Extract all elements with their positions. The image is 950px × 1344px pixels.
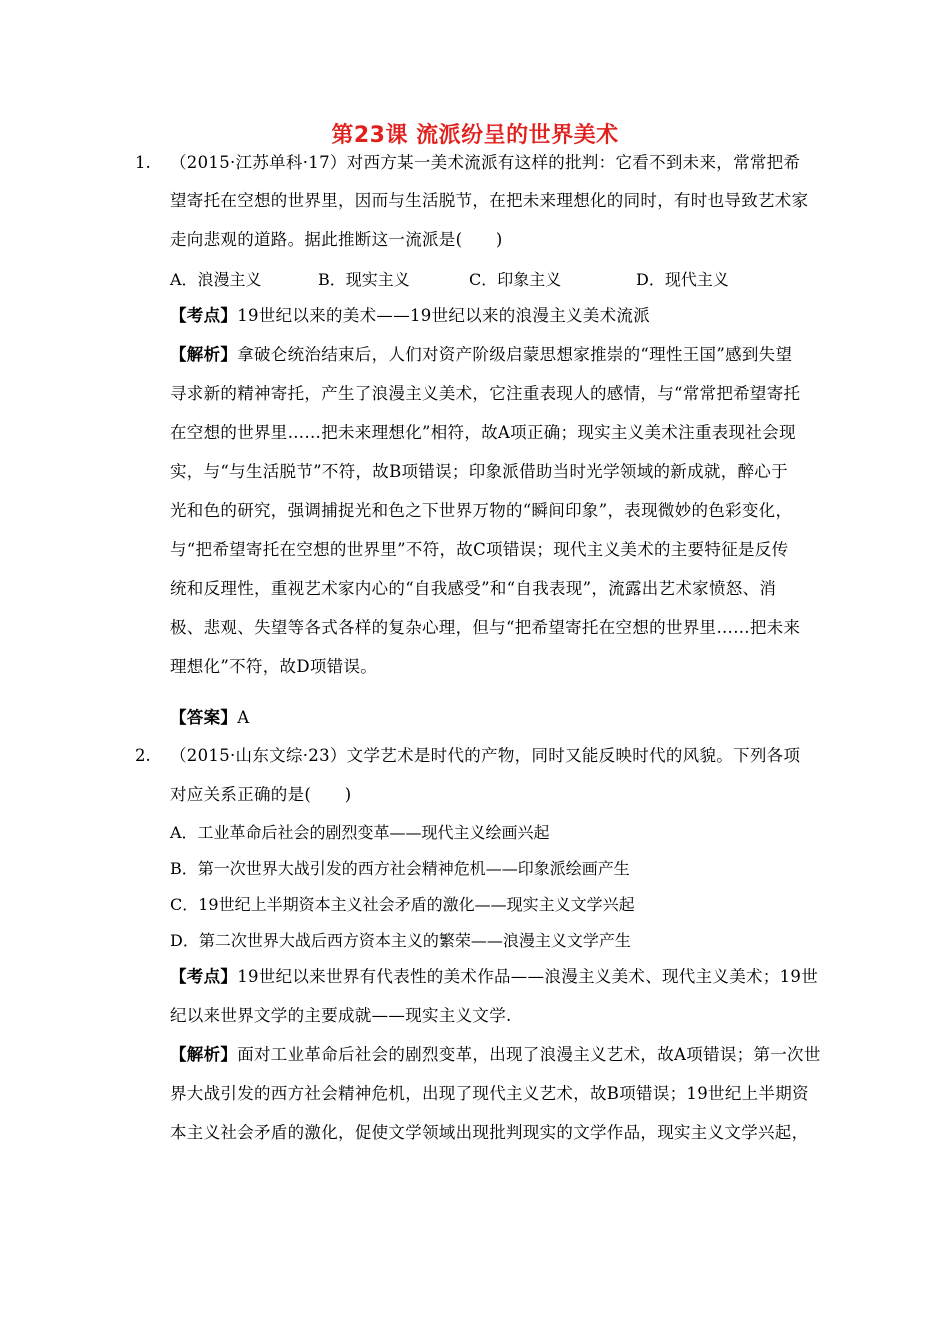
question-1-jiexi-line: 寻求新的精神寄托，产生了浪漫主义美术，它注重表现人的感情，与“常常把希望寄托 <box>170 384 801 403</box>
question-2-stem-line: （2015·山东文综·23）文学艺术是时代的产物，同时又能反映时代的风貌。下列各项 <box>170 746 801 765</box>
answer-value: A <box>237 708 250 727</box>
question-1-number: 1. <box>135 153 151 172</box>
question-1-jiexi <box>170 343 792 367</box>
question-1-jiexi-line: 理想化”不符，故D项错误。 <box>170 657 378 676</box>
question-2-option-b: B．第一次世界大战引发的西方社会精神危机——印象派绘画产生 <box>170 859 630 878</box>
answer-label: 【答案】 <box>170 708 238 727</box>
kaodian-text: 19世纪以来的美术——19世纪以来的浪漫主义美术流派 <box>237 306 650 325</box>
question-1-jiexi-line: 极、悲观、失望等各式各样的复杂心理，但与“把希望寄托在空想的世界里……把未来 <box>170 618 801 637</box>
kaodian-label: 【考点】 <box>170 967 238 986</box>
question-2-jiexi-line: 本主义社会矛盾的激化，促使文学领域出现批判现实的文学作品，现实主义文学兴起， <box>170 1123 809 1142</box>
question-1-jiexi-line: 在空想的世界里……把未来理想化”相符，故A项正确；现实主义美术注重表现社会现 <box>170 423 796 442</box>
question-2-jiexi-line: 界大战引发的西方社会精神危机，出现了现代主义艺术，故B项错误；19世纪上半期资 <box>170 1084 809 1103</box>
question-2-jiexi <box>170 1043 821 1067</box>
question-2-number: 2. <box>135 746 151 765</box>
question-2-kaodian-line: 纪以来世界文学的主要成就——现实主义文学. <box>170 1006 512 1025</box>
question-2-option-c: C．19世纪上半期资本主义社会矛盾的激化——现实主义文学兴起 <box>170 895 635 914</box>
question-2-kaodian <box>170 965 818 989</box>
question-1-jiexi-line: 统和反理性，重视艺术家内心的“自我感受”和“自我表现”，流露出艺术家愤怒、消 <box>170 579 777 598</box>
question-1-jiexi-line: 与“把希望寄托在空想的世界里”不符，故C项错误；现代主义美术的主要特征是反传 <box>170 540 789 559</box>
question-1-kaodian <box>170 304 650 328</box>
jiexi-label: 【解析】 <box>170 1045 238 1064</box>
question-1-stem-line: （2015·江苏单科·17）对西方某一美术流派有这样的批判：它看不到未来，常常把希 <box>170 153 801 172</box>
question-2-stem-line: 对应关系正确的是( ) <box>170 785 352 804</box>
question-2-option-d: D．第二次世界大战后西方资本主义的繁荣——浪漫主义文学产生 <box>170 931 631 950</box>
kaodian-text: 19世纪以来世界有代表性的美术作品——浪漫主义美术、现代主义美术；19世 <box>237 967 818 986</box>
question-1-stem-line: 望寄托在空想的世界里，因而与生活脱节，在把未来理想化的同时，有时也导致艺术家 <box>170 191 809 210</box>
jiexi-label: 【解析】 <box>170 345 238 364</box>
question-1-option-b: B．现实主义 <box>318 270 410 289</box>
question-1-jiexi-line: 光和色的研究，强调捕捉光和色之下世界万物的“瞬间印象”，表现微妙的色彩变化， <box>170 501 793 520</box>
question-2-option-a: A．工业革命后社会的剧烈变革——现代主义绘画兴起 <box>170 823 550 842</box>
question-1-option-a: A．浪漫主义 <box>170 270 262 289</box>
question-1-jiexi-line: 实，与“与生活脱节”不符，故B项错误；印象派借助当时光学领域的新成就，醉心于 <box>170 462 788 481</box>
jiexi-text: 拿破仑统治结束后，人们对资产阶级启蒙思想家推崇的“理性王国”感到失望 <box>237 345 793 364</box>
kaodian-label: 【考点】 <box>170 306 238 325</box>
question-1-stem-line: 走向悲观的道路。据此推断这一流派是( ) <box>170 230 503 249</box>
question-1-option-c: C．印象主义 <box>469 270 562 289</box>
question-1-answer <box>170 706 249 730</box>
lesson-title: 第23课 流派纷呈的世界美术 <box>331 123 619 148</box>
question-1-option-d: D．现代主义 <box>636 270 729 289</box>
jiexi-text: 面对工业革命后社会的剧烈变革，出现了浪漫主义艺术，故A项错误；第一次世 <box>237 1045 821 1064</box>
